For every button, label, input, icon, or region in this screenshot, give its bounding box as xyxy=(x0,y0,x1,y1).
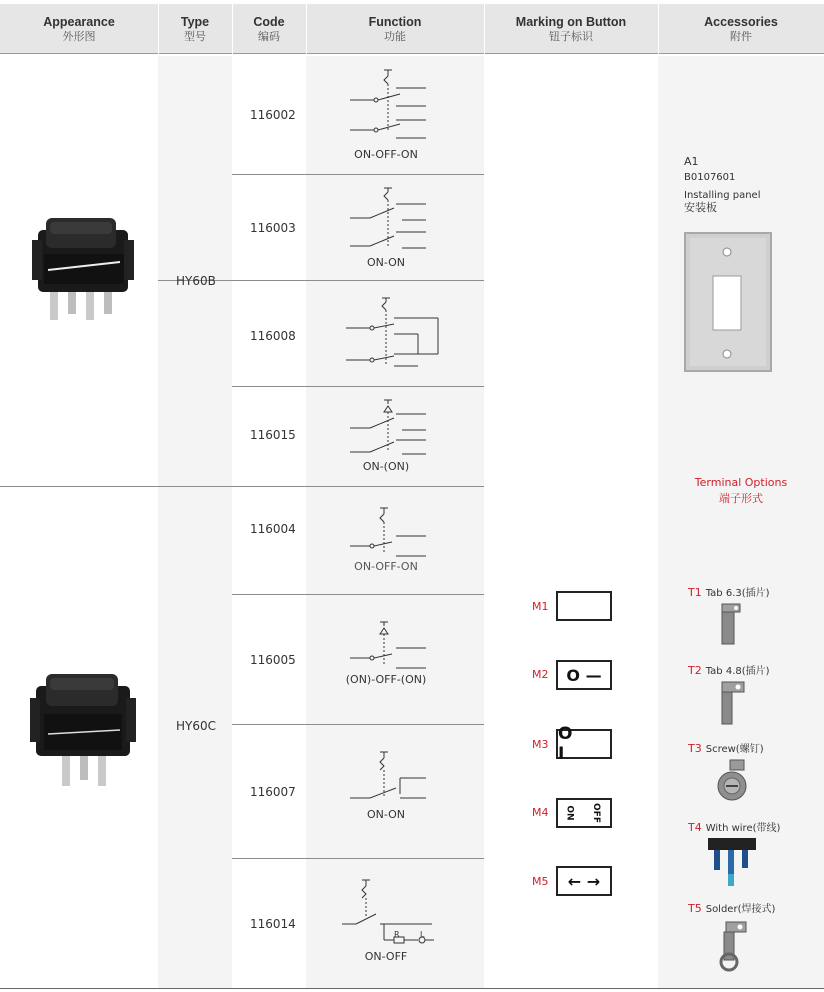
row-divider xyxy=(232,724,484,725)
accessory-name-zh: 安装板 xyxy=(684,201,717,214)
accessory-name-en: Installing panel xyxy=(684,190,761,201)
circuit-diagram-116002 xyxy=(340,66,440,146)
header-divider xyxy=(232,4,233,54)
terminal-option xyxy=(688,900,775,915)
screw-terminal-icon xyxy=(712,758,752,804)
row-divider xyxy=(232,858,484,859)
code-cell: 116008 xyxy=(250,329,296,343)
header-marking-en: Marking on Button xyxy=(515,14,627,29)
terminal-label: With wire(带线) xyxy=(705,823,781,834)
marking-key: M5 xyxy=(532,875,549,888)
terminal-label: Tab 6.3(插片) xyxy=(705,588,770,599)
marking-key: M2 xyxy=(532,668,549,681)
header-function-zh: 功能 xyxy=(384,30,406,43)
resistor-label: R xyxy=(394,930,400,939)
header-marking xyxy=(484,4,658,54)
marking-m4-box xyxy=(556,798,612,828)
circuit-diagram-116003 xyxy=(340,184,440,256)
code-cell: 116015 xyxy=(250,428,296,442)
terminal-option xyxy=(688,740,764,755)
code-cell: 116002 xyxy=(250,108,296,122)
accessory-part-no: B0107601 xyxy=(684,172,736,183)
terminal-label: Solder(焊接式) xyxy=(705,904,776,915)
circuit-diagram-116004 xyxy=(340,504,440,560)
table-bottom-border xyxy=(0,988,824,989)
rocker-switch-hy60b-image xyxy=(28,210,138,340)
terminal-options-title: Terminal Options xyxy=(694,476,788,489)
code-cell: 116014 xyxy=(250,917,296,931)
terminal-key: T5 xyxy=(688,902,702,915)
circuit-diagram-116005 xyxy=(340,618,440,674)
header-divider xyxy=(484,4,485,54)
marking-m4-on: ON xyxy=(564,805,575,821)
terminal-key: T4 xyxy=(688,821,702,834)
row-divider xyxy=(232,174,484,175)
tab-63-terminal-icon xyxy=(718,600,742,646)
code-cell: 116004 xyxy=(250,522,296,536)
marking-key: M4 xyxy=(532,806,549,819)
accessory-key: A1 xyxy=(684,155,699,168)
code-cell: 116005 xyxy=(250,653,296,667)
marking-m2-box xyxy=(556,660,612,690)
header-type-zh: 型号 xyxy=(184,30,206,43)
header-accessories xyxy=(658,4,824,54)
header-accessories-en: Accessories xyxy=(704,14,778,29)
type-label-hy60c: HY60C xyxy=(176,719,217,733)
type-column-bg xyxy=(158,56,232,988)
header-divider xyxy=(306,4,307,54)
marking-key: M1 xyxy=(532,600,549,613)
header-appearance xyxy=(0,4,158,54)
marking-m2-symbol: O — xyxy=(566,665,602,685)
function-label: ON-(ON) xyxy=(362,460,410,473)
terminal-label: Tab 4.8(插片) xyxy=(705,666,770,677)
row-divider xyxy=(232,386,484,387)
header-type xyxy=(158,4,232,54)
marking-m1-box xyxy=(556,591,612,621)
function-label: ON-OFF xyxy=(364,950,408,963)
terminal-key: T1 xyxy=(688,586,702,599)
terminal-label: Screw(螺钉) xyxy=(705,744,764,755)
group-divider xyxy=(0,486,484,487)
solder-terminal-icon xyxy=(716,918,750,972)
with-wire-terminal-icon xyxy=(706,836,758,888)
function-label: (ON)-OFF-(ON) xyxy=(345,673,427,686)
circuit-diagram-116015 xyxy=(340,398,440,458)
circuit-diagram-116014 xyxy=(338,878,448,950)
row-divider xyxy=(232,594,484,595)
header-accessories-zh: 附件 xyxy=(730,30,752,43)
header-appearance-en: Appearance xyxy=(43,14,115,29)
circuit-diagram-116008 xyxy=(338,294,448,370)
tab-48-terminal-icon xyxy=(718,678,748,726)
terminal-key: T3 xyxy=(688,742,702,755)
header-type-en: Type xyxy=(180,14,210,29)
function-label: ON-OFF-ON xyxy=(354,148,418,161)
marking-m3-symbol: O I xyxy=(558,724,583,764)
terminal-option xyxy=(688,662,770,677)
header-marking-zh: 钮子标识 xyxy=(549,30,593,43)
code-cell: 116007 xyxy=(250,785,296,799)
function-label: ON-ON xyxy=(366,256,406,269)
function-label: ON-OFF-ON xyxy=(354,560,418,573)
rocker-switch-hy60c-image xyxy=(28,668,138,798)
type-label-hy60b: HY60B xyxy=(176,274,216,288)
code-cell: 116003 xyxy=(250,221,296,235)
lamp-label: L xyxy=(420,930,425,939)
header-appearance-zh: 外形图 xyxy=(62,30,96,43)
marking-m3-box xyxy=(556,724,612,764)
marking-m4-off: OFF xyxy=(590,803,601,823)
terminal-option xyxy=(688,819,780,834)
header-code xyxy=(232,4,306,54)
circuit-diagram-116007 xyxy=(340,750,440,806)
header-function xyxy=(306,4,484,54)
header-code-zh: 编码 xyxy=(258,30,280,43)
header-function-en: Function xyxy=(368,14,422,29)
function-label: ON-ON xyxy=(366,808,406,821)
marking-m5-box xyxy=(556,866,612,896)
terminal-options-title-zh: 端子形式 xyxy=(719,493,763,505)
header-divider xyxy=(658,4,659,54)
marking-key: M3 xyxy=(532,738,549,751)
terminal-option xyxy=(688,584,770,599)
header-code-en: Code xyxy=(253,14,285,29)
terminal-key: T2 xyxy=(688,664,702,677)
installing-panel-image xyxy=(684,232,772,372)
header-divider xyxy=(158,4,159,54)
marking-m5-symbol: ← → xyxy=(567,871,601,891)
